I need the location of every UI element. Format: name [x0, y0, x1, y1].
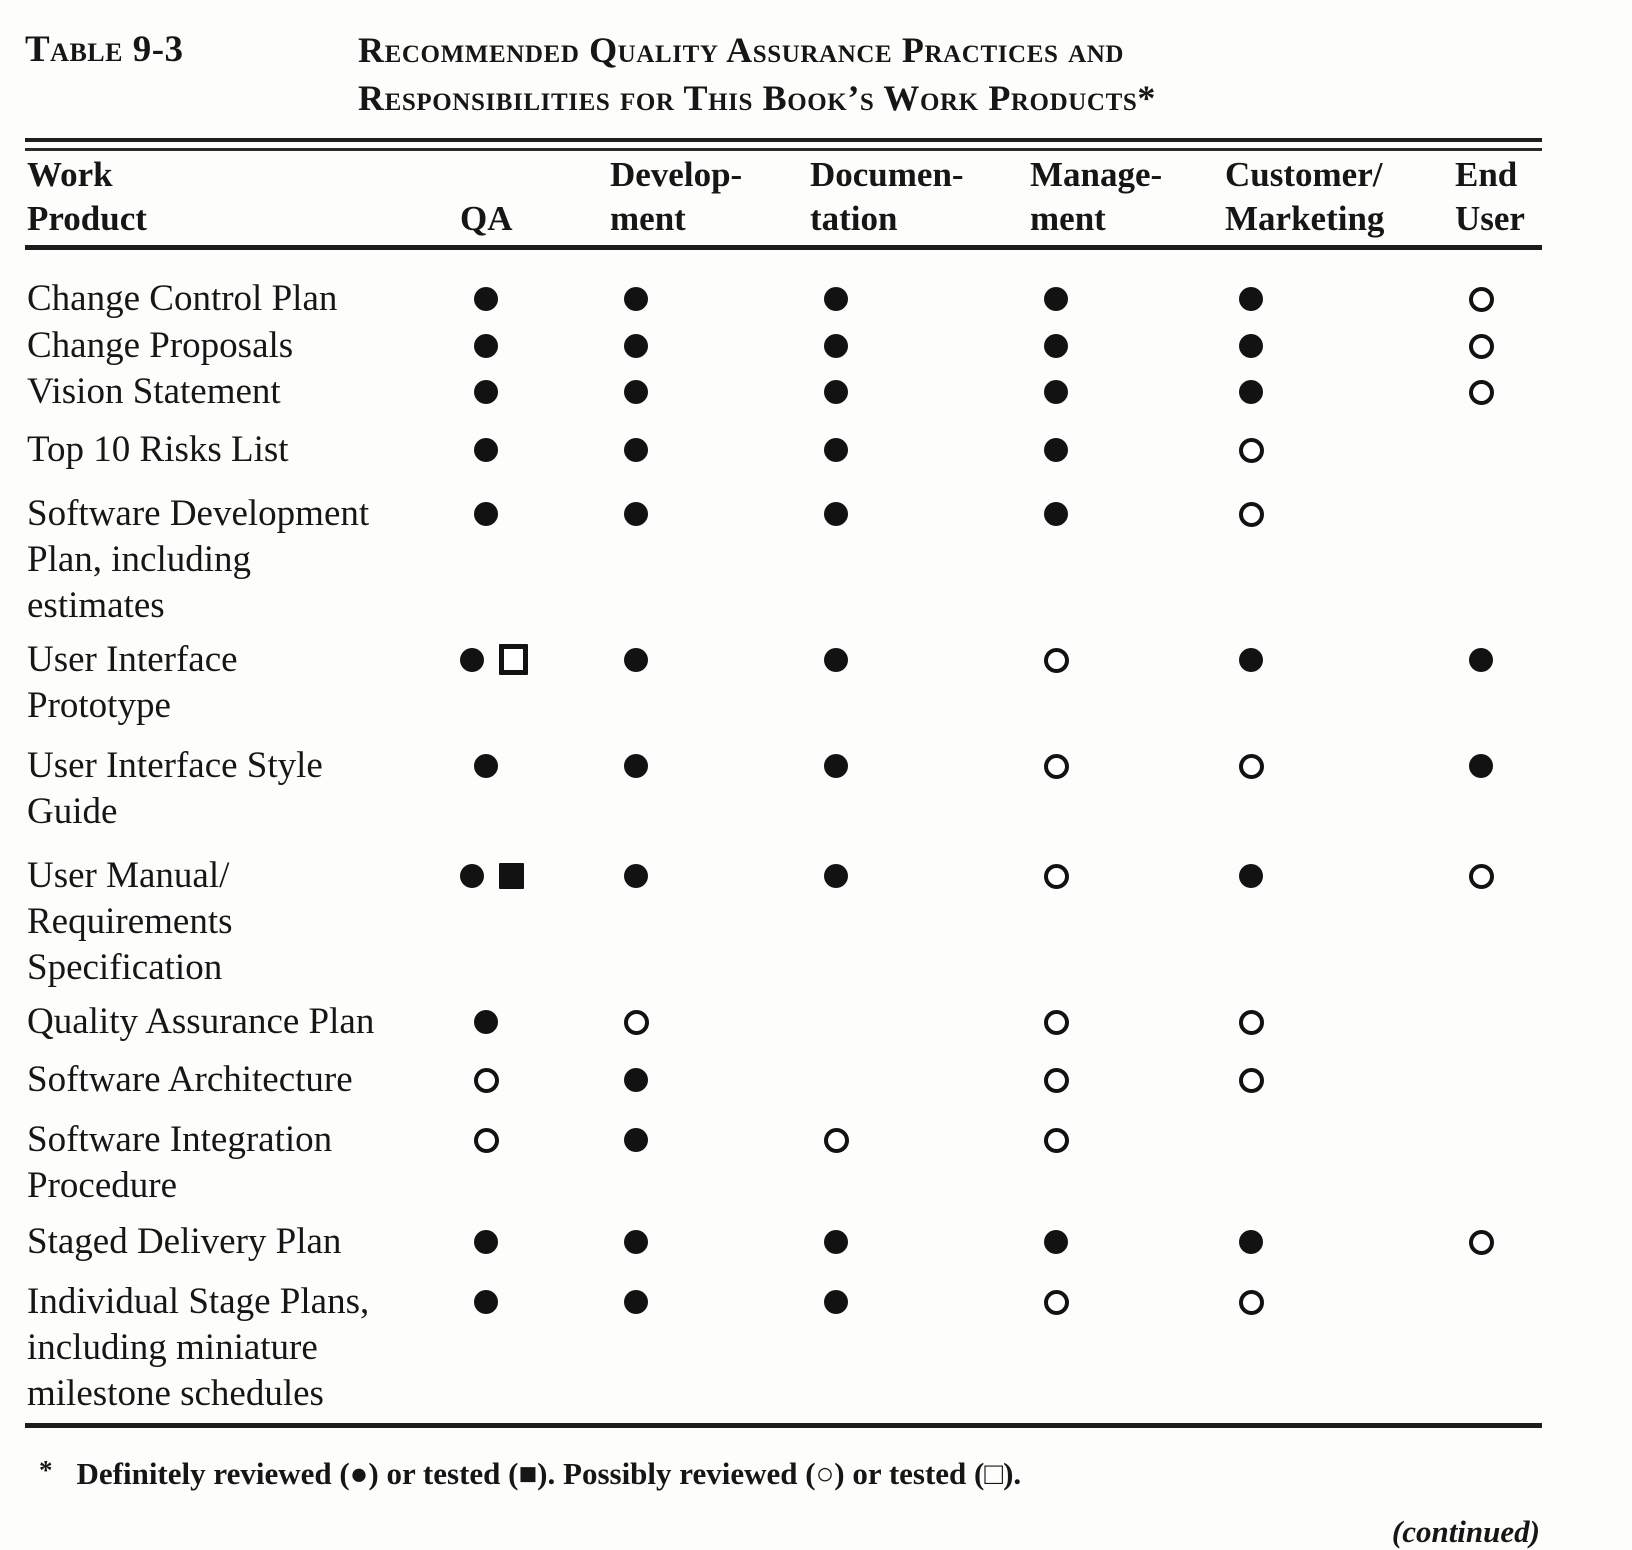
customer-marketing-cell: [1215, 276, 1445, 322]
column-header-work-product-top: Work: [27, 155, 113, 194]
table-row: [25, 999, 1542, 1045]
column-header-end-user-bottom: User: [1455, 199, 1525, 238]
documentation-cell: [800, 853, 1020, 991]
open-circle-icon: [1469, 1230, 1494, 1255]
end-user-cell: [1445, 1219, 1542, 1265]
management-cell: [1020, 491, 1215, 629]
development-cell: [600, 637, 800, 729]
filled-circle-icon: [624, 502, 648, 526]
table-row: [25, 1279, 1542, 1417]
filled-circle-icon: [1239, 648, 1263, 672]
work-product-cell: [25, 1219, 450, 1265]
column-header-qa-bottom: QA: [460, 199, 513, 238]
work-product-cell: [25, 1279, 450, 1417]
column-header-documentation: [800, 153, 1020, 241]
work-product-cell: [25, 1117, 450, 1209]
documentation-cell: [800, 323, 1020, 369]
table-row: [25, 323, 1542, 369]
management-cell: [1020, 323, 1215, 369]
work-product-line: Specification: [27, 947, 223, 988]
work-product-line: including miniature: [27, 1327, 318, 1368]
filled-circle-icon: [1044, 380, 1068, 404]
qa-cell: [450, 853, 600, 991]
filled-circle-icon: [1239, 334, 1263, 358]
work-product-line: Change Control Plan: [27, 278, 338, 319]
open-circle-icon: [824, 1128, 849, 1153]
table-caption: [25, 26, 1542, 122]
open-circle-icon: [1044, 1068, 1069, 1093]
work-product-cell: [25, 369, 450, 415]
filled-circle-icon: [824, 1290, 848, 1314]
column-header-customer-marketing: [1215, 153, 1445, 241]
filled-circle-icon: [474, 1230, 498, 1254]
work-product-cell: [25, 427, 450, 473]
qa-cell: [450, 1219, 600, 1265]
filled-circle-icon: [624, 648, 648, 672]
column-header-management-bottom: ment: [1030, 199, 1106, 238]
work-product-line: milestone schedules: [27, 1373, 324, 1414]
development-cell: [600, 853, 800, 991]
work-product-cell: [25, 276, 450, 322]
end-user-cell: [1445, 853, 1542, 991]
customer-marketing-cell: [1215, 999, 1445, 1045]
work-product-line: Vision Statement: [27, 371, 281, 412]
filled-circle-icon: [474, 1010, 498, 1034]
qa-cell: [450, 276, 600, 322]
open-circle-icon: [474, 1128, 499, 1153]
filled-circle-icon: [624, 334, 648, 358]
column-header-customer-marketing-bottom: Marketing: [1225, 199, 1385, 238]
table-row: [25, 491, 1542, 629]
customer-marketing-cell: [1215, 1057, 1445, 1103]
table-row: [25, 369, 1542, 415]
open-circle-icon: [1469, 334, 1494, 359]
table-title-line-1: Recommended Quality Assurance Practices and: [358, 30, 1125, 70]
filled-circle-icon: [624, 1230, 648, 1254]
end-user-cell: [1445, 369, 1542, 415]
end-user-cell: [1445, 276, 1542, 322]
management-cell: [1020, 369, 1215, 415]
filled-circle-icon: [1239, 380, 1263, 404]
open-circle-icon: [1469, 287, 1494, 312]
work-product-line: User Interface: [27, 639, 238, 680]
customer-marketing-cell: [1215, 323, 1445, 369]
documentation-cell: [800, 276, 1020, 322]
table-row: [25, 1117, 1542, 1209]
table-row: [25, 1057, 1542, 1103]
filled-circle-icon: [460, 648, 484, 672]
work-product-line: Change Proposals: [27, 325, 294, 366]
footnote-marker: *: [39, 1455, 53, 1485]
filled-circle-icon: [474, 287, 498, 311]
development-cell: [600, 1117, 800, 1209]
bottom-rule: [25, 1423, 1542, 1428]
customer-marketing-cell: [1215, 369, 1445, 415]
open-circle-icon: [1239, 1290, 1264, 1315]
work-product-line: User Manual/: [27, 855, 230, 896]
documentation-cell: [800, 1279, 1020, 1417]
filled-circle-icon: [624, 864, 648, 888]
filled-circle-icon: [1044, 502, 1068, 526]
filled-circle-icon: [474, 1290, 498, 1314]
filled-circle-icon: [624, 1128, 648, 1152]
qa-cell: [450, 1279, 600, 1417]
management-cell: [1020, 1117, 1215, 1209]
column-header-management-top: Manage-: [1030, 155, 1163, 194]
filled-circle-icon: [474, 754, 498, 778]
documentation-cell: [800, 491, 1020, 629]
open-circle-icon: [1239, 1068, 1264, 1093]
filled-circle-icon: [824, 502, 848, 526]
qa-cell: [450, 1117, 600, 1209]
column-header-development-top: Develop-: [610, 155, 743, 194]
management-cell: [1020, 1219, 1215, 1265]
development-cell: [600, 1279, 800, 1417]
filled-circle-icon: [474, 438, 498, 462]
filled-circle-icon: [474, 380, 498, 404]
management-cell: [1020, 853, 1215, 991]
customer-marketing-cell: [1215, 491, 1445, 629]
development-cell: [600, 276, 800, 322]
documentation-cell: [800, 637, 1020, 729]
end-user-cell: [1445, 999, 1542, 1045]
customer-marketing-cell: [1215, 853, 1445, 991]
work-product-line: Quality Assurance Plan: [27, 1001, 375, 1042]
work-product-cell: [25, 853, 450, 991]
documentation-cell: [800, 427, 1020, 473]
column-header-end-user: [1445, 153, 1542, 241]
work-product-line: Staged Delivery Plan: [27, 1221, 342, 1262]
open-circle-icon: [1044, 1128, 1069, 1153]
filled-circle-icon: [460, 864, 484, 888]
work-product-line: Software Architecture: [27, 1059, 353, 1100]
qa-cell: [450, 323, 600, 369]
filled-circle-icon: [824, 334, 848, 358]
top-double-rule: [25, 138, 1542, 151]
table-body: [25, 276, 1542, 1417]
filled-circle-icon: [1044, 1230, 1068, 1254]
qa-cell: [450, 999, 600, 1045]
filled-circle-icon: [1044, 438, 1068, 462]
filled-circle-icon: [624, 380, 648, 404]
continued-label: (continued): [1391, 1514, 1540, 1549]
documentation-cell: [800, 1057, 1020, 1103]
table-row: [25, 1219, 1542, 1265]
end-user-cell: [1445, 323, 1542, 369]
qa-cell: [450, 427, 600, 473]
open-circle-icon: [1469, 864, 1494, 889]
qa-cell: [450, 491, 600, 629]
documentation-cell: [800, 1219, 1020, 1265]
end-user-cell: [1445, 427, 1542, 473]
table-row: [25, 853, 1542, 991]
documentation-cell: [800, 743, 1020, 835]
open-square-icon: [499, 644, 528, 675]
column-header-end-user-top: End: [1455, 155, 1518, 194]
filled-circle-icon: [824, 287, 848, 311]
development-cell: [600, 1057, 800, 1103]
end-user-cell: [1445, 491, 1542, 629]
column-header-documentation-top: Documen-: [810, 155, 964, 194]
column-header-development-bottom: ment: [610, 199, 686, 238]
column-header-development: [600, 153, 800, 241]
filled-square-icon: [499, 863, 524, 889]
filled-circle-icon: [624, 754, 648, 778]
open-circle-icon: [1239, 754, 1264, 779]
filled-circle-icon: [624, 438, 648, 462]
end-user-cell: [1445, 1057, 1542, 1103]
column-header-documentation-bottom: tation: [810, 199, 898, 238]
open-circle-icon: [1239, 502, 1264, 527]
work-product-cell: [25, 1057, 450, 1103]
table-row: [25, 637, 1542, 729]
filled-circle-icon: [624, 1068, 648, 1092]
work-product-cell: [25, 491, 450, 629]
management-cell: [1020, 743, 1215, 835]
filled-circle-icon: [1239, 287, 1263, 311]
end-user-cell: [1445, 637, 1542, 729]
table-header-row: [25, 153, 1542, 241]
filled-circle-icon: [824, 648, 848, 672]
table-number-label: Table 9-3: [25, 29, 184, 70]
development-cell: [600, 743, 800, 835]
work-product-line: Plan, including: [27, 539, 252, 580]
table-title-line-2: Responsibilities for This Book’s Work Products*: [358, 78, 1156, 118]
table-row: [25, 427, 1542, 473]
table-title: [358, 26, 1156, 122]
work-product-cell: [25, 743, 450, 835]
management-cell: [1020, 1057, 1215, 1103]
open-circle-icon: [474, 1068, 499, 1093]
table-row: [25, 276, 1542, 322]
open-circle-icon: [1044, 754, 1069, 779]
documentation-cell: [800, 369, 1020, 415]
filled-circle-icon: [824, 1230, 848, 1254]
end-user-cell: [1445, 1279, 1542, 1417]
work-product-cell: [25, 637, 450, 729]
management-cell: [1020, 637, 1215, 729]
work-product-line: estimates: [27, 585, 165, 626]
documentation-cell: [800, 999, 1020, 1045]
column-header-customer-marketing-top: Customer/: [1225, 155, 1383, 194]
filled-circle-icon: [624, 287, 648, 311]
work-product-line: Software Development: [27, 493, 370, 534]
footnote-text: Definitely reviewed (●) or tested (■). Possibly reviewed (○) or tested (□).: [76, 1456, 1022, 1491]
filled-circle-icon: [474, 334, 498, 358]
management-cell: [1020, 1279, 1215, 1417]
management-cell: [1020, 276, 1215, 322]
filled-circle-icon: [824, 380, 848, 404]
customer-marketing-cell: [1215, 1219, 1445, 1265]
qa-cell: [450, 743, 600, 835]
development-cell: [600, 369, 800, 415]
filled-circle-icon: [474, 502, 498, 526]
open-circle-icon: [1239, 1010, 1264, 1035]
customer-marketing-cell: [1215, 1279, 1445, 1417]
filled-circle-icon: [824, 754, 848, 778]
open-circle-icon: [1044, 648, 1069, 673]
qa-cell: [450, 637, 600, 729]
customer-marketing-cell: [1215, 427, 1445, 473]
work-product-line: User Interface Style: [27, 745, 323, 786]
filled-circle-icon: [1239, 1230, 1263, 1254]
filled-circle-icon: [824, 864, 848, 888]
filled-circle-icon: [1239, 864, 1263, 888]
open-circle-icon: [1044, 1290, 1069, 1315]
open-circle-icon: [1044, 1010, 1069, 1035]
work-product-cell: [25, 999, 450, 1045]
open-circle-icon: [1239, 438, 1264, 463]
table-row: [25, 743, 1542, 835]
footnote: [25, 1454, 1542, 1494]
filled-circle-icon: [824, 438, 848, 462]
column-header-work-product-bottom: Product: [27, 199, 147, 238]
work-product-line: Prototype: [27, 685, 171, 726]
work-product-line: Procedure: [27, 1165, 177, 1206]
qa-cell: [450, 369, 600, 415]
management-cell: [1020, 999, 1215, 1045]
work-product-line: Software Integration: [27, 1119, 333, 1160]
development-cell: [600, 427, 800, 473]
development-cell: [600, 491, 800, 629]
open-circle-icon: [624, 1010, 649, 1035]
work-product-line: Requirements: [27, 901, 233, 942]
qa-cell: [450, 1057, 600, 1103]
development-cell: [600, 323, 800, 369]
development-cell: [600, 999, 800, 1045]
scanned-page: [25, 26, 1542, 1550]
column-header-qa-top: [460, 153, 600, 197]
documentation-cell: [800, 1117, 1020, 1209]
customer-marketing-cell: [1215, 637, 1445, 729]
customer-marketing-cell: [1215, 1117, 1445, 1209]
column-header-management: [1020, 153, 1215, 241]
development-cell: [600, 1219, 800, 1265]
end-user-cell: [1445, 743, 1542, 835]
work-product-line: Top 10 Risks List: [27, 429, 289, 470]
filled-circle-icon: [1469, 648, 1493, 672]
column-header-work-product: [25, 153, 450, 241]
end-user-cell: [1445, 1117, 1542, 1209]
filled-circle-icon: [1469, 754, 1493, 778]
work-product-line: Guide: [27, 791, 118, 832]
customer-marketing-cell: [1215, 743, 1445, 835]
open-circle-icon: [1469, 380, 1494, 405]
header-rule: [25, 245, 1542, 250]
filled-circle-icon: [624, 1290, 648, 1314]
management-cell: [1020, 427, 1215, 473]
work-product-line: Individual Stage Plans,: [27, 1281, 370, 1322]
filled-circle-icon: [1044, 334, 1068, 358]
column-header-qa: [450, 153, 600, 241]
open-circle-icon: [1044, 864, 1069, 889]
work-product-cell: [25, 323, 450, 369]
filled-circle-icon: [1044, 287, 1068, 311]
